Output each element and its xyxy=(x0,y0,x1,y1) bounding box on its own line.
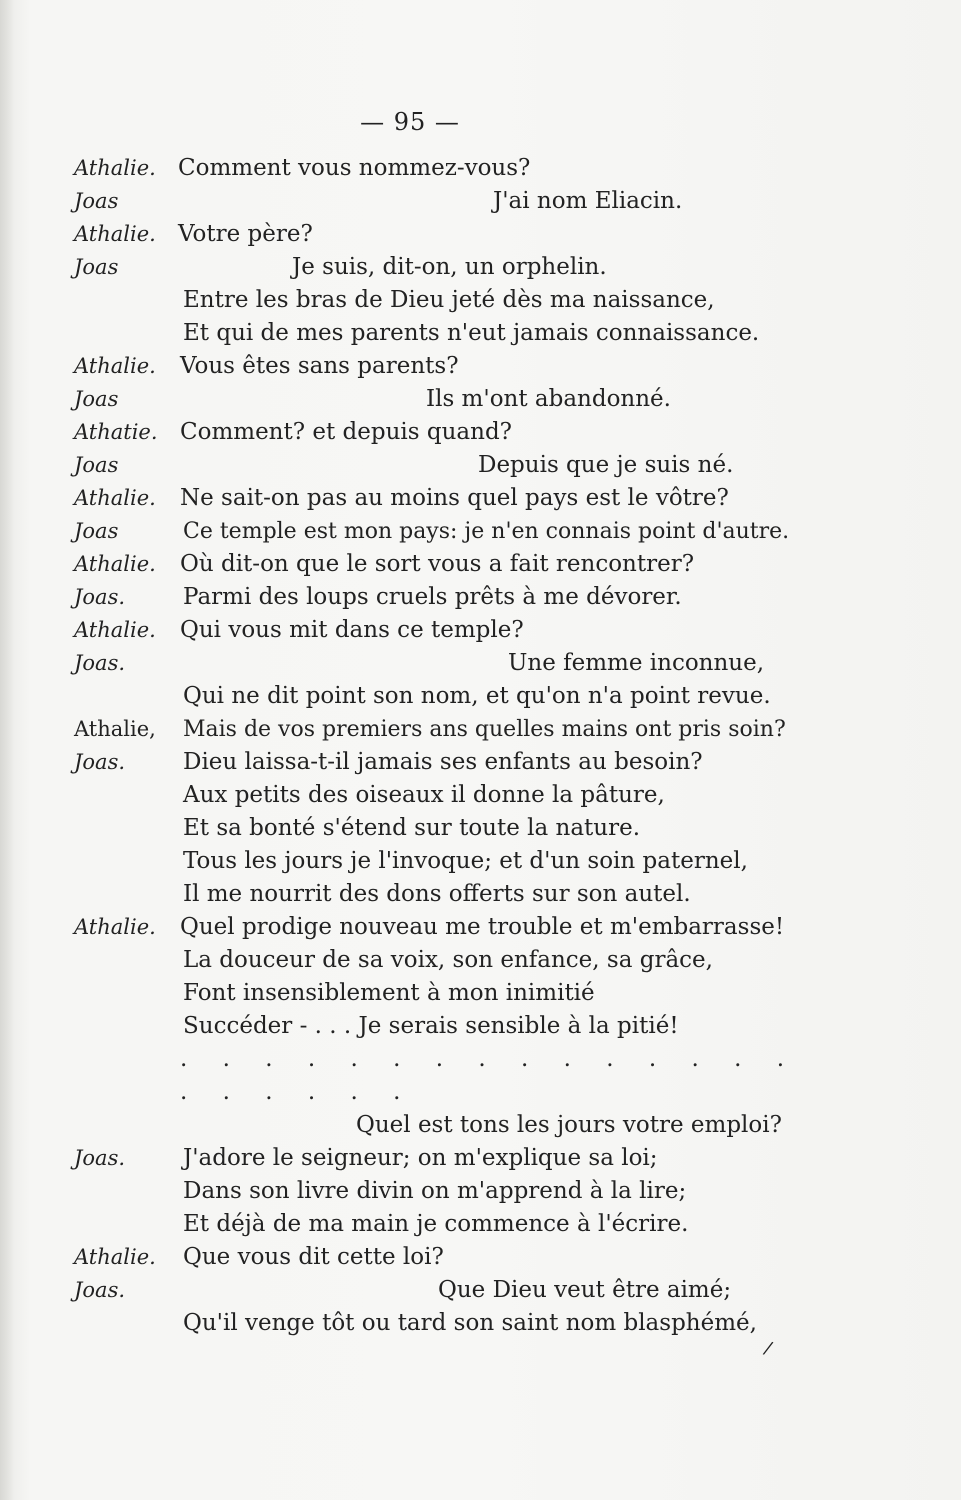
dialogue-line xyxy=(0,911,961,944)
ellipsis-line: . . . . . . . . . . . . . . . xyxy=(180,1046,799,1072)
verse-text: Succéder - . . . Je serais sensible à la pitié! xyxy=(183,1013,679,1039)
speaker-name: Joas. xyxy=(74,1146,126,1170)
stray-pen-mark: / xyxy=(761,1337,775,1360)
dialogue-line xyxy=(0,1109,961,1142)
speaker-name: Joas. xyxy=(74,651,126,675)
dialogue-line xyxy=(0,647,961,680)
verse-text: Comment vous nommez-vous? xyxy=(178,155,531,181)
verse-text: Parmi des loups cruels prêts à me dévorer. xyxy=(183,584,682,610)
dialogue-line xyxy=(0,1076,961,1109)
dialogue-line xyxy=(0,1175,961,1208)
verse-text: Entre les bras de Dieu jeté dès ma naissance, xyxy=(183,287,715,313)
speaker-name: Athalie. xyxy=(74,1245,156,1269)
speaker-name: Athalie. xyxy=(74,552,156,576)
dialogue-line xyxy=(0,1010,961,1043)
verse-text: J'adore le seigneur; on m'explique sa loi; xyxy=(183,1145,658,1171)
dialogue-line xyxy=(0,944,961,977)
page-number: — 95 — xyxy=(360,108,460,136)
dialogue-line xyxy=(0,680,961,713)
dialogue-line xyxy=(0,482,961,515)
speaker-name: Athalie. xyxy=(74,222,156,246)
dialogue-line xyxy=(0,812,961,845)
speaker-name: Athalie. xyxy=(74,618,156,642)
dialogue-line xyxy=(0,350,961,383)
verse-text: Quel prodige nouveau me trouble et m'embarrasse! xyxy=(180,914,785,940)
verse-text: Dans son livre divin on m'apprend à la lire; xyxy=(183,1178,687,1204)
verse-text: Et sa bonté s'étend sur toute la nature. xyxy=(183,815,641,841)
speaker-name: Athalie. xyxy=(74,156,156,180)
verse-text: Et qui de mes parents n'eut jamais connaissance. xyxy=(183,320,760,346)
dialogue-line xyxy=(0,449,961,482)
dialogue-line xyxy=(0,713,961,746)
verse-text: Ce temple est mon pays: je n'en connais point d'autre. xyxy=(183,519,790,544)
ellipsis-line: . . . . . . xyxy=(180,1079,415,1105)
dialogue-line xyxy=(0,284,961,317)
dialogue-line xyxy=(0,1274,961,1307)
verse-text: Ne sait-on pas au moins quel pays est le vôtre? xyxy=(180,485,729,511)
speaker-name: Athalie. xyxy=(74,486,156,510)
verse-text: Qui ne dit point son nom, et qu'on n'a point revue. xyxy=(183,683,771,709)
verse-text: Ils m'ont abandonné. xyxy=(426,386,671,412)
dialogue-line xyxy=(0,1142,961,1175)
dialogue-line xyxy=(0,1307,961,1340)
verse-text: Il me nourrit des dons offerts sur son autel. xyxy=(183,881,691,907)
dialogue-line xyxy=(0,548,961,581)
verse-text: Vous êtes sans parents? xyxy=(180,353,459,379)
speaker-name: Joas xyxy=(74,387,119,411)
verse-text: Que vous dit cette loi? xyxy=(183,1244,444,1270)
dialogue-line xyxy=(0,416,961,449)
speaker-name: Joas xyxy=(74,519,119,543)
speaker-name: Joas. xyxy=(74,585,126,609)
verse-text: Dieu laissa-t-il jamais ses enfants au besoin? xyxy=(183,749,703,775)
speaker-name: Athatie. xyxy=(74,420,158,444)
dialogue-line xyxy=(0,614,961,647)
dialogue-line xyxy=(0,218,961,251)
dialogue-line xyxy=(0,1208,961,1241)
dialogue-line xyxy=(0,152,961,185)
verse-text: Votre père? xyxy=(178,221,313,247)
dialogue-line xyxy=(0,845,961,878)
verse-text: La douceur de sa voix, son enfance, sa grâce, xyxy=(183,947,713,973)
dialogue-line xyxy=(0,977,961,1010)
dialogue-line xyxy=(0,1241,961,1274)
verse-text: Qui vous mit dans ce temple? xyxy=(180,617,524,643)
dialogue-lines xyxy=(0,152,961,1340)
speaker-name: Joas. xyxy=(74,750,126,774)
speaker-name: Joas xyxy=(74,189,119,213)
verse-text: Depuis que je suis né. xyxy=(478,452,734,478)
dialogue-line xyxy=(0,746,961,779)
dialogue-line xyxy=(0,515,961,548)
dialogue-line xyxy=(0,779,961,812)
verse-text: Font insensiblement à mon inimitié xyxy=(183,980,595,1006)
verse-text: Comment? et depuis quand? xyxy=(180,419,512,445)
verse-text: Je suis, dit-on, un orphelin. xyxy=(292,254,607,280)
verse-text: Quel est tons les jours votre emploi? xyxy=(356,1112,782,1138)
dialogue-line xyxy=(0,317,961,350)
verse-text: Et déjà de ma main je commence à l'écrire. xyxy=(183,1211,689,1237)
verse-text: J'ai nom Eliacin. xyxy=(493,188,683,214)
verse-text: Mais de vos premiers ans quelles mains ont pris soin? xyxy=(183,717,786,742)
verse-text: Aux petits des oiseaux il donne la pâture, xyxy=(183,782,665,808)
verse-text: Que Dieu veut être aimé; xyxy=(438,1277,732,1303)
speaker-name: Athalie. xyxy=(74,354,156,378)
dialogue-line xyxy=(0,878,961,911)
dialogue-line xyxy=(0,251,961,284)
speaker-name: Joas xyxy=(74,255,119,279)
dialogue-line xyxy=(0,1043,961,1076)
verse-text: Tous les jours je l'invoque; et d'un soin paternel, xyxy=(183,848,748,874)
speaker-name: Athalie, xyxy=(74,717,156,741)
speaker-name: Athalie. xyxy=(74,915,156,939)
speaker-name: Joas. xyxy=(74,1278,126,1302)
dialogue-line xyxy=(0,185,961,218)
speaker-name: Joas xyxy=(74,453,119,477)
dialogue-line xyxy=(0,581,961,614)
verse-text: Où dit-on que le sort vous a fait rencontrer? xyxy=(180,551,695,577)
verse-text: Une femme inconnue, xyxy=(508,650,765,676)
verse-text: Qu'il venge tôt ou tard son saint nom blasphémé, xyxy=(183,1310,757,1336)
dialogue-line xyxy=(0,383,961,416)
